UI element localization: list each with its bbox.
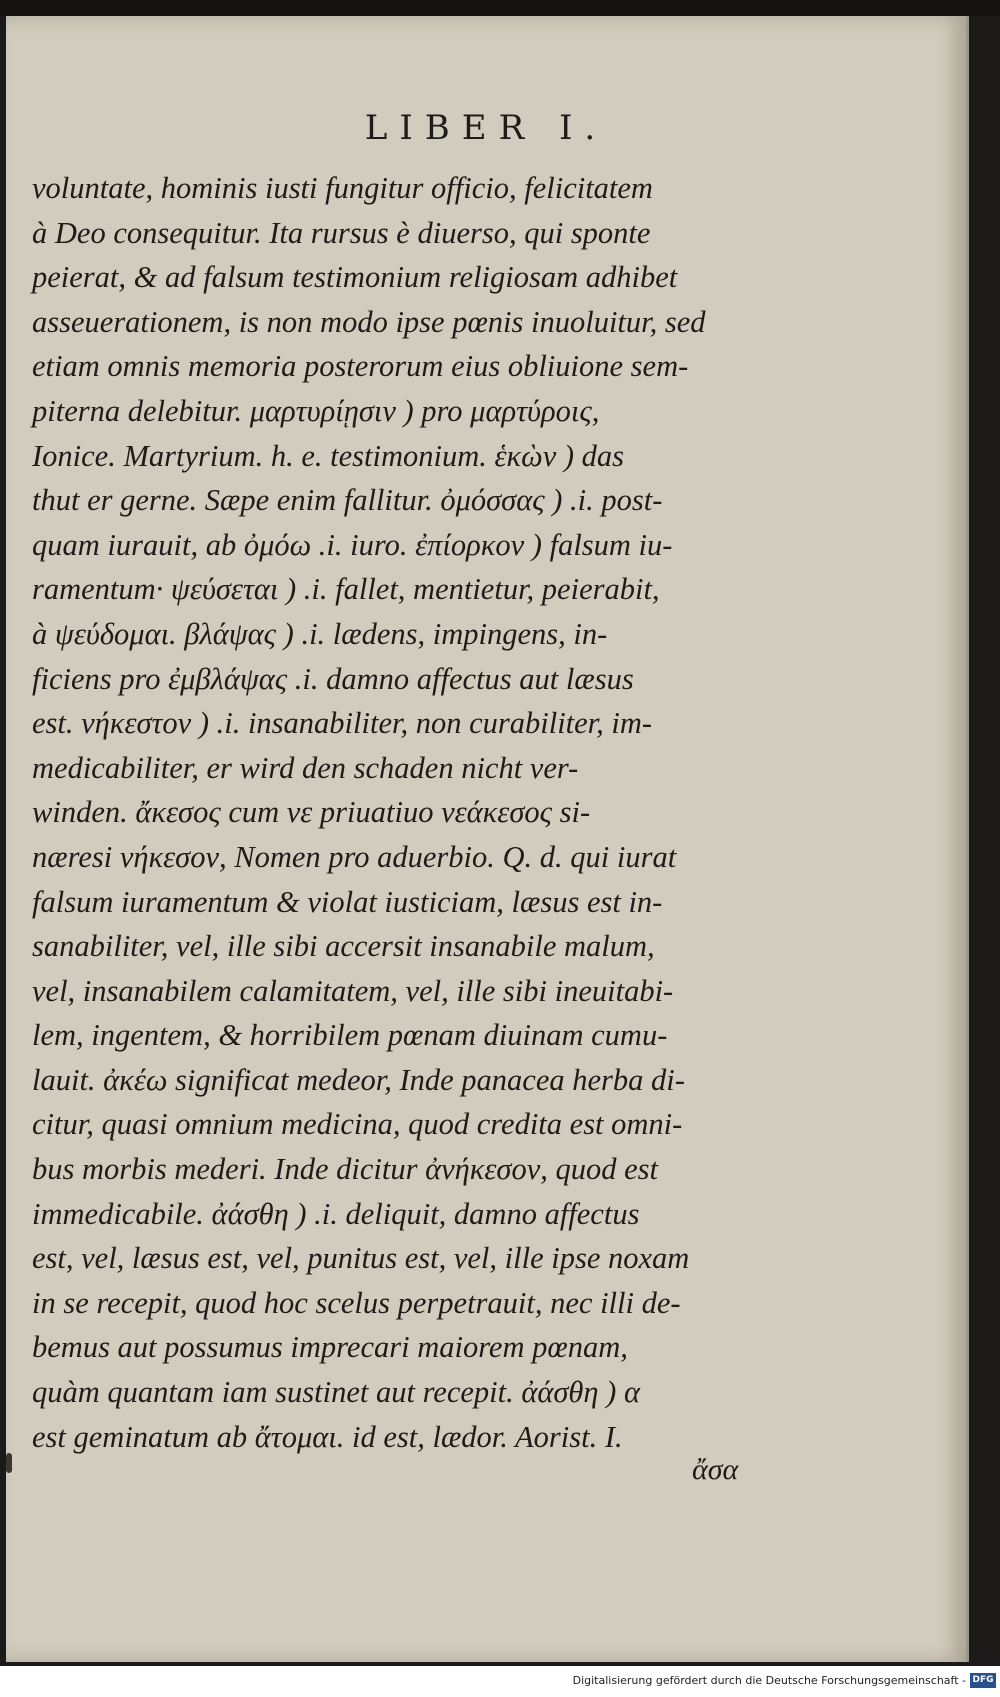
text-line: lem, ingentem, & horribilem pœnam diuinam cumu- [32,1018,668,1053]
scan-right-border [969,16,1000,1666]
text-line: winden. ἄκεσος cum νε priuatiuo νεάκεσος si- [32,795,591,830]
text-line: est. νήκεστον ) .i. insanabiliter, non curabiliter, im- [32,706,653,741]
text-line: lauit. ἀκέω significat medeor, Inde panacea herba di- [32,1062,685,1097]
text-line: immedicabile. ἀάσθη ) .i. deliquit, damno affectus [32,1196,640,1231]
text-line: citur, quasi omnium medicina, quod credita est omni- [32,1107,683,1142]
text-line: vel, insanabilem calamitatem, vel, ille sibi ineuitabi- [32,973,674,1008]
text-line: thut er gerne. Sæpe enim fallitur. ὀμόσσας ) .i. post- [32,483,663,518]
running-head: LIBER I. [364,108,608,148]
text-line: etiam omnis memoria posterorum eius obliuione sem- [32,349,689,384]
text-line: peierat, & ad falsum testimonium religiosam adhibet [32,260,678,295]
book-page [6,16,969,1662]
text-line: bemus aut possumus imprecari maiorem pœnam, [32,1330,628,1365]
scan-top-border [0,0,1000,16]
text-line: in se recepit, quod hoc scelus perpetrauit, nec illi de- [32,1285,681,1320]
text-line: falsum iuramentum & violat iusticiam, læsus est in- [32,884,663,919]
text-line: est geminatum ab ἄτομαι. id est, lædor. Aorist. I. [32,1419,623,1454]
text-line: quam iurauit, ab ὀμόω .i. iuro. ἐπίορκον ) falsum iu- [32,527,673,562]
catchword: ἄσα [692,1453,739,1486]
text-line: næresi νήκεσον, Nomen pro aduerbio. Q. d. qui iurat [32,839,677,874]
body-text [32,166,792,1459]
text-line: ficiens pro ἐμβλάψας .i. damno affectus aut læsus [32,661,634,696]
text-line: asseuerationem, is non modo ipse pœnis inuoluitur, sed [32,304,706,339]
text-line: sanabiliter, vel, ille sibi accersit insanabile malum, [32,929,655,964]
text-line: à ψεύδομαι. βλάψας ) .i. lædens, impingens, in- [32,616,608,651]
footer-credit: Digitalisierung gefördert durch die Deutsche Forschungsgemeinschaft - [572,1674,966,1687]
binding-mark [6,1453,12,1473]
text-line: à Deo consequitur. Ita rursus è diuerso, qui sponte [32,215,651,250]
text-line: piterna delebitur. μαρτυρίῃσιν ) pro μαρτύροις, [32,393,600,428]
text-line: medicabiliter, er wird den schaden nicht ver- [32,750,579,785]
text-line: voluntate, hominis iusti fungitur officio, felicitatem [32,171,653,205]
text-line: ramentum· ψεύσεται ) .i. fallet, mentietur, peierabit, [32,572,660,607]
digitization-footer [0,1666,1000,1697]
text-line: quàm quantam iam sustinet aut recepit. ἀάσθη ) α [32,1375,640,1410]
text-line: bus morbis mederi. Inde dicitur ἀνήκεσον, quod est [32,1152,658,1187]
dfg-logo-icon: DFG [970,1673,996,1688]
text-line: est, vel, læsus est, vel, punitus est, vel, ille ipse noxam [32,1241,690,1276]
text-line: Ionice. Martyrium. h. e. testimonium. ἑκὼν ) das [32,438,625,473]
